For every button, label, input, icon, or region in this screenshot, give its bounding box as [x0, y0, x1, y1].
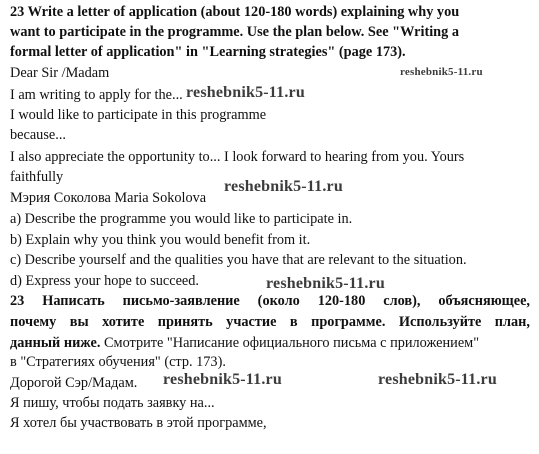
watermark-6: reshebnik5-11.ru: [378, 371, 497, 388]
watermark-4: reshebnik5-11.ru: [266, 275, 385, 292]
plan-item-d: d) Express your hope to succeed.: [10, 273, 199, 289]
ru-heading-line-3: [10, 334, 479, 353]
plan-item-c: c) Describe yourself and the qualities you have that are relevant to the situation.: [10, 252, 467, 268]
letter-line-because: because...: [10, 127, 66, 143]
task-heading-line-1: 23 Write a letter of application (about 120-180 words) explaining why you: [10, 4, 460, 20]
letter-line-faithfully: faithfully: [10, 169, 64, 185]
ru-heading-line-1: 23 Написать письмо-заявление (около 120-180 слов), объясняющее,: [10, 293, 530, 309]
ru-heading-bold-end: данный ниже.: [10, 335, 101, 351]
ru-line-participate: Я хотел бы участвовать в этой программе,: [10, 415, 267, 431]
letter-line-appreciate: I also appreciate the opportunity to... I look forward to hearing from you. Yours: [10, 149, 465, 165]
letter-line-apply: I am writing to apply for the...: [10, 87, 183, 103]
watermark-2: reshebnik5-11.ru: [186, 84, 305, 101]
ru-line-apply: Я пишу, чтобы подать заявку на...: [10, 395, 215, 411]
task-heading-line-2: want to participate in the programme. Use the plan below. See "Writing a: [10, 24, 459, 40]
ru-heading-line-2: почему вы хотите принять участие в программе. Используйте план,: [10, 314, 530, 330]
ru-heading-line-4: в "Стратегиях обучения" (стр. 173).: [10, 354, 226, 370]
task-heading-line-3: formal letter of application" in "Learning strategies" (page 173).: [10, 44, 406, 60]
letter-line-participate: I would like to participate in this programme: [10, 107, 267, 123]
letter-salutation: Dear Sir /Madam: [10, 65, 110, 81]
plan-item-b: b) Explain why you think you would benefit from it.: [10, 232, 311, 248]
plan-item-a: a) Describe the programme you would like to participate in.: [10, 211, 353, 227]
watermark-3: reshebnik5-11.ru: [224, 178, 343, 195]
ru-salutation: Дорогой Сэр/Мадам.: [10, 375, 138, 391]
letter-signature: Мэрия Соколова Maria Sokolova: [10, 190, 207, 206]
watermark-5: reshebnik5-11.ru: [163, 371, 282, 388]
ru-heading-regular-end: Смотрите "Написание официального письма с приложением": [100, 335, 480, 351]
watermark-1: reshebnik5-11.ru: [400, 66, 483, 78]
